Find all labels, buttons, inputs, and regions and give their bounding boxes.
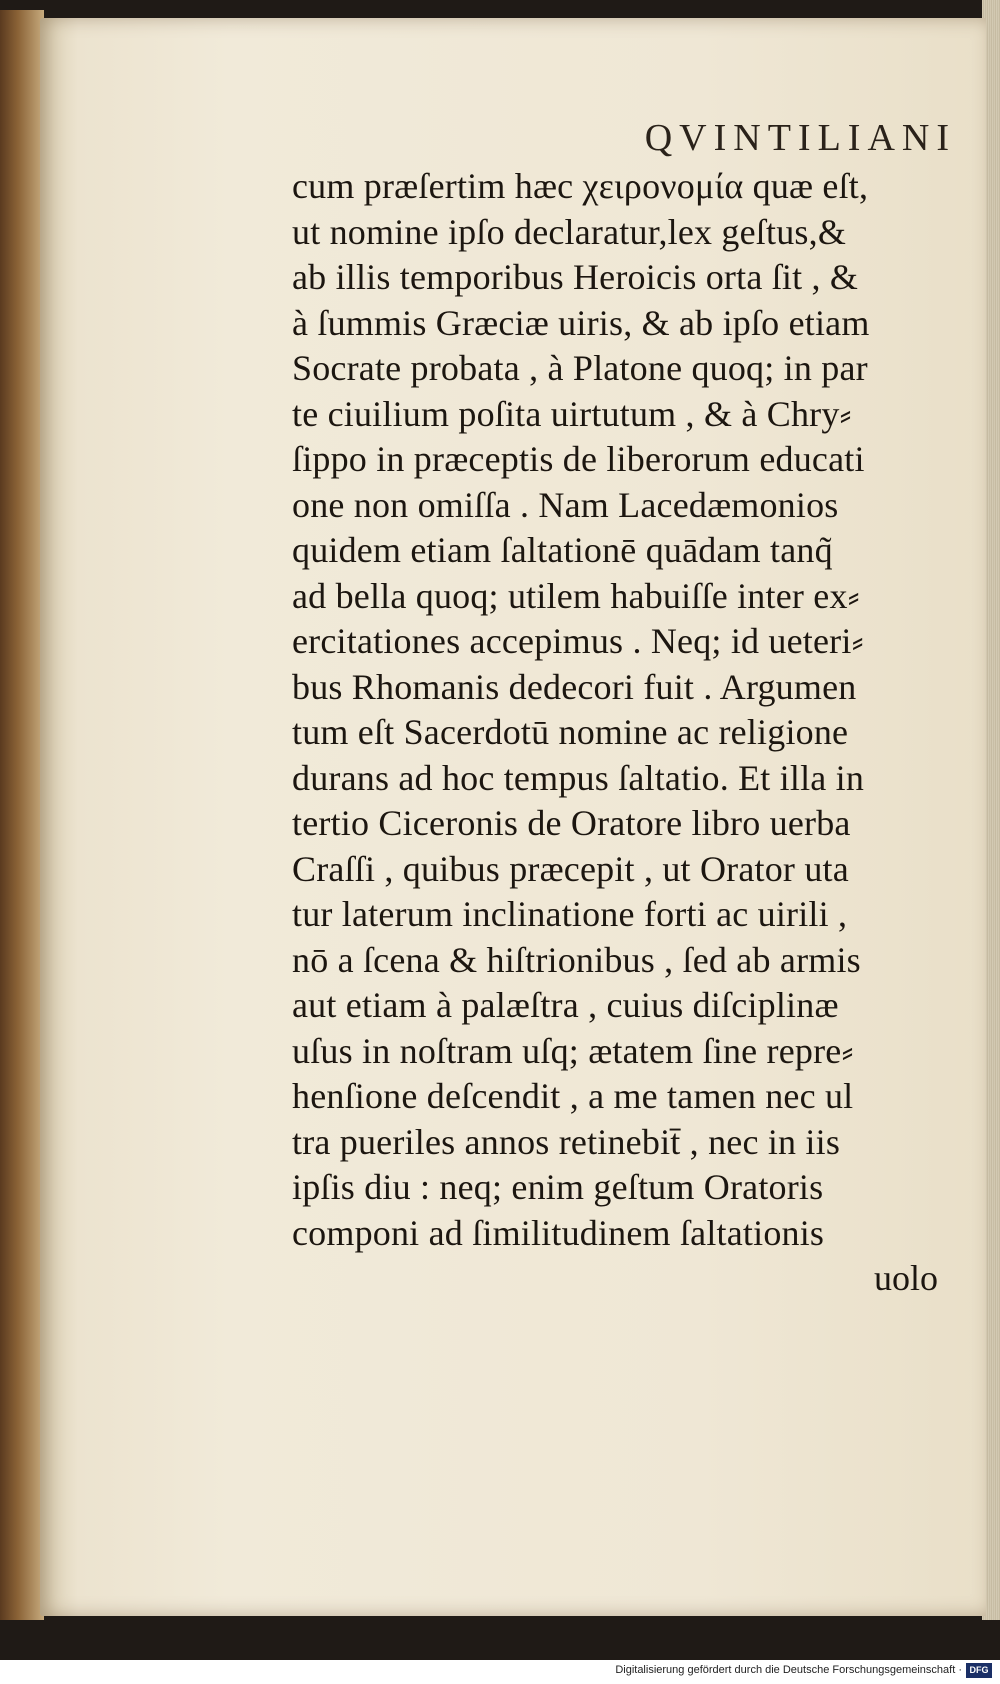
text-line: tum eſt Sacerdotū nomine ac religione	[292, 712, 849, 752]
text-line: ipſis diu : neq; enim geſtum Oratoris	[292, 1167, 824, 1207]
text-line: cum præſertim hæc χειρονομία quæ eſt,	[292, 166, 869, 206]
catchword: uolo	[873, 1258, 938, 1298]
text-line: ſippo in præceptis de liberorum educati	[292, 439, 865, 479]
text-line: durans ad hoc tempus ſaltatio. Et illa in	[292, 757, 865, 798]
text-line: tertio Ciceronis de Oratore libro uerba	[292, 803, 851, 843]
footer-credit: Digitalisierung gefördert durch die Deutsche Forschungsgemeinschaft ·	[615, 1664, 962, 1676]
text-line: te ciuilium poſita uirtutum , & à Chry⸗	[292, 393, 852, 434]
text-line: quidem etiam ſaltationē quādam tanq̃	[292, 530, 833, 570]
footer-bar	[0, 1660, 1000, 1684]
text-line: à ſummis Græciæ uiris, & ab ipſo etiam	[292, 302, 870, 343]
text-line: ad bella quoq; utilem habuiſſe inter ex⸗	[292, 575, 860, 616]
text-line: tur laterum inclinatione forti ac uirili ,	[292, 894, 848, 934]
text-line: ab illis temporibus Heroicis orta ſit , &	[292, 257, 859, 297]
text-line: henſione deſcendit , a me tamen nec ul	[292, 1076, 854, 1116]
text-line: tra pueriles annos retinebit̄ , nec in iis	[292, 1121, 841, 1162]
page-text-block	[292, 112, 962, 1302]
text-line: one non omiſſa . Nam Lacedæmonios	[292, 484, 839, 525]
text-line: bus Rhomanis dedecori fuit . Argumen	[292, 666, 857, 707]
running-head: QVINTILIANI	[644, 117, 956, 159]
text-line: ercitationes accepimus . Neq; id ueteri⸗	[292, 621, 864, 661]
book-binding-edge	[0, 10, 44, 1620]
dfg-logo-icon: DFG	[966, 1663, 992, 1678]
text-line: Craſſi , quibus præcepit , ut Orator uta	[292, 848, 849, 889]
text-line: componi ad ſimilitudinem ſaltationis	[292, 1212, 825, 1253]
text-lines	[292, 164, 962, 1256]
text-line: nō a ſcena & hiſtrionibus , ſed ab armis	[292, 939, 861, 980]
text-line: uſus in noſtram uſq; ætatem ſine repre⸗	[292, 1030, 854, 1071]
text-line: Socrate probata , à Platone quoq; in par	[292, 348, 868, 388]
text-line: aut etiam à palæſtra , cuius diſciplinæ	[292, 985, 839, 1025]
text-line: ut nomine ipſo declaratur,lex geſtus,&	[292, 211, 847, 252]
